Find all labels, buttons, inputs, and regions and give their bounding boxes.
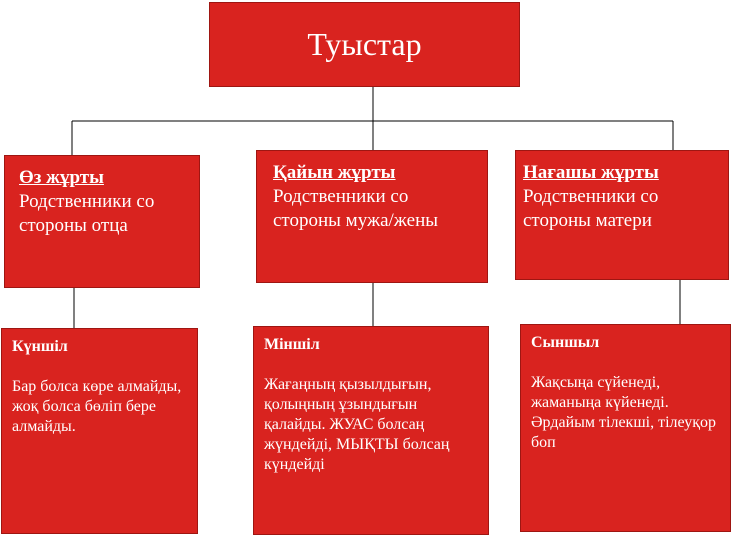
group-heading: Өз жұрты	[19, 167, 104, 188]
leaf-box-synshyl	[520, 324, 731, 532]
group-description: Родственники со стороны матери	[523, 186, 659, 231]
leaf-heading: Сыншыл	[531, 334, 600, 351]
group-heading: Қайын жұрты	[273, 162, 396, 183]
leaf-description: Жақсыңа сүйенеді, жаманыңа күйенеді. Әрдайым тілекші, тілеуқор боп	[531, 374, 716, 451]
group-description: Родственники со стороны отца	[19, 191, 155, 236]
group-box-nagashy-zhurty	[515, 150, 729, 280]
leaf-box-kunshil	[1, 328, 198, 534]
group-box-qaiyn-zhurty	[256, 150, 488, 283]
group-heading: Нағашы жұрты	[523, 162, 659, 183]
root-label: Туыстар	[307, 26, 422, 62]
leaf-description: Бар болса көре алмайды, жоқ болса бөліп бере алмайды.	[12, 378, 182, 435]
leaf-box-minshil	[253, 326, 489, 535]
root-box-tuystar	[209, 2, 520, 87]
leaf-heading: Күншіл	[12, 338, 68, 355]
group-description: Родственники со стороны мужа/жены	[273, 186, 439, 231]
group-box-oz-zhurty	[4, 155, 200, 288]
leaf-description: Жағаңның қызылдығын, қолыңның ұзындығын қалайды. ЖУАС болсаң жүндейді, МЫҚТЫ болсаң күндейді	[264, 376, 450, 473]
leaf-heading: Міншіл	[264, 336, 320, 353]
